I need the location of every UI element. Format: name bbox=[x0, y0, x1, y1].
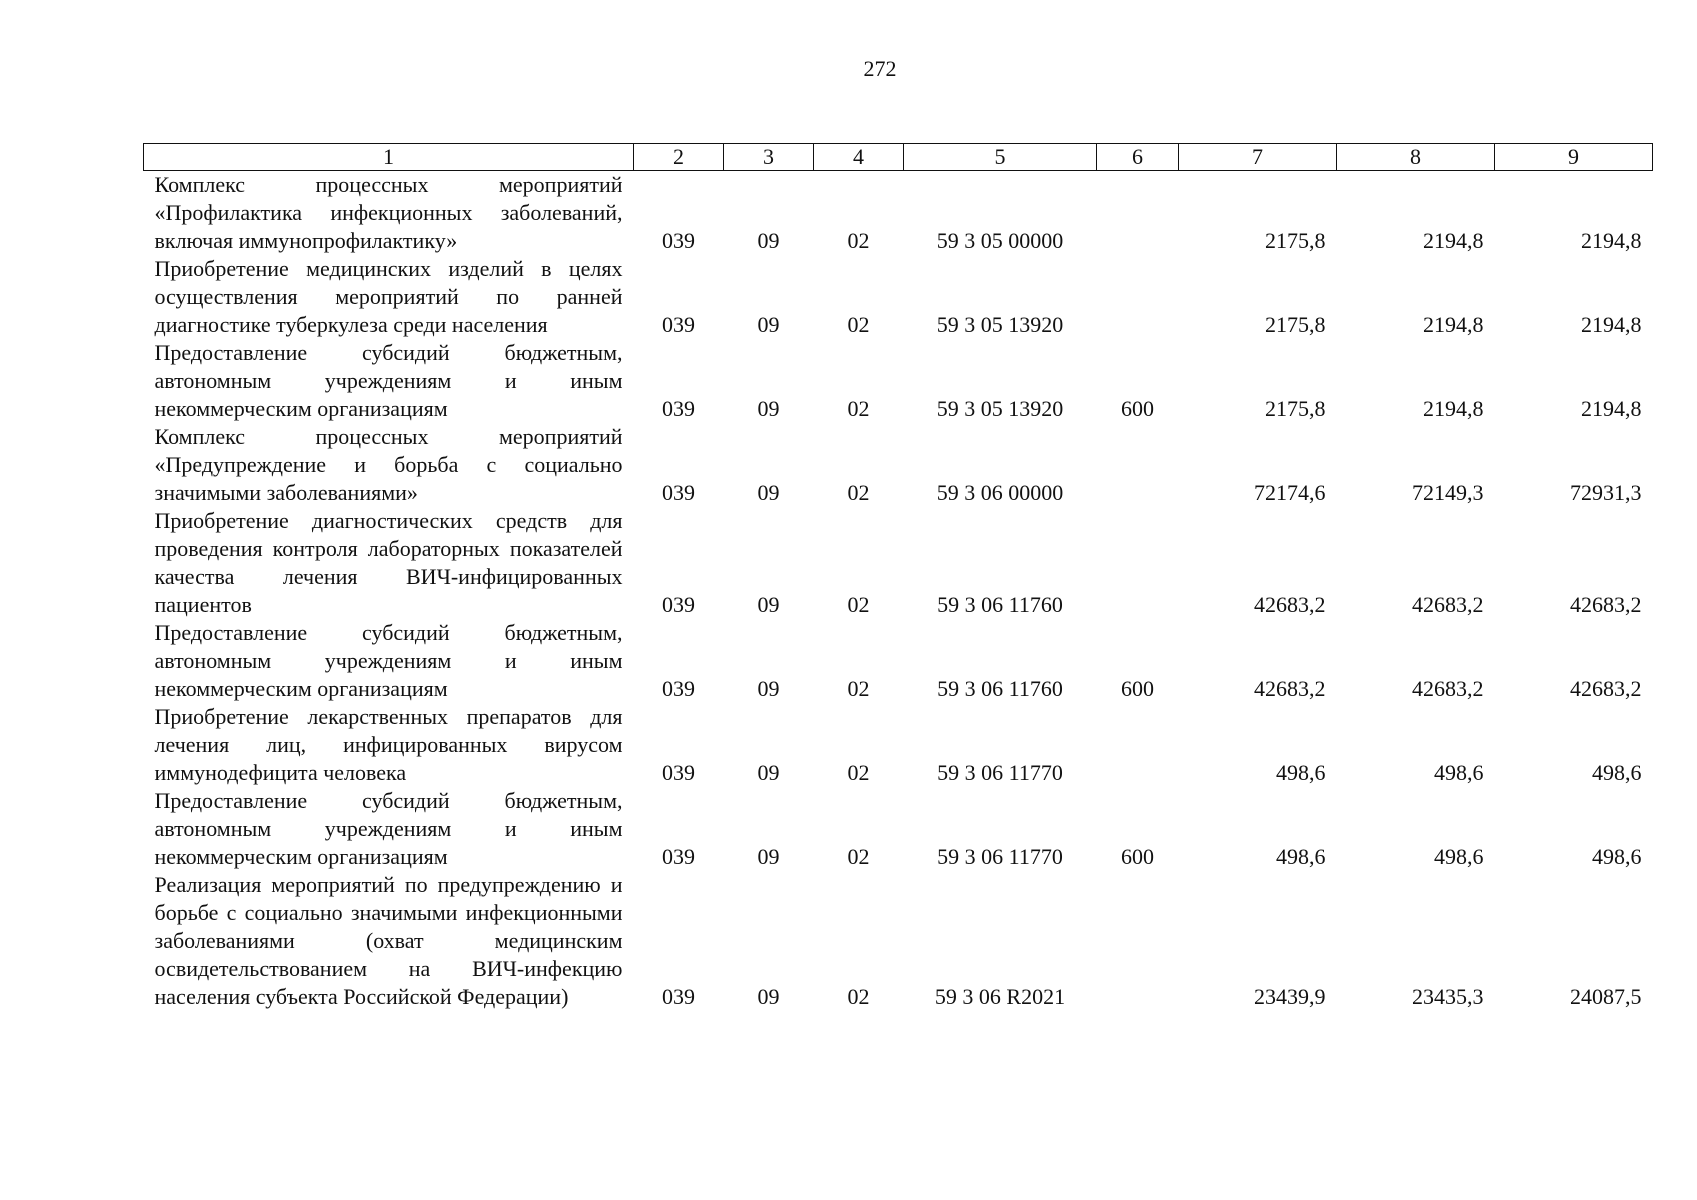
page-number: 272 bbox=[863, 56, 897, 81]
row-section-code: 09 bbox=[757, 844, 780, 869]
row-expense-type bbox=[1097, 171, 1179, 256]
row-amount-7: 2175,8 bbox=[1265, 312, 1326, 337]
table-row bbox=[144, 423, 1653, 507]
row-amount-9: 2194,8 bbox=[1581, 396, 1642, 421]
column-header-7: 7 bbox=[1179, 144, 1337, 171]
column-header-8: 8 bbox=[1337, 144, 1495, 171]
row-amount-9: 498,6 bbox=[1592, 760, 1642, 785]
row-ministry-code: 039 bbox=[662, 984, 695, 1009]
row-subsection-code: 02 bbox=[847, 760, 870, 785]
row-amount-9: 498,6 bbox=[1592, 844, 1642, 869]
column-header-6: 6 bbox=[1097, 144, 1179, 171]
row-section-code: 09 bbox=[757, 676, 780, 701]
row-subsection-code: 02 bbox=[847, 396, 870, 421]
row-amount-7: 498,6 bbox=[1276, 760, 1326, 785]
row-target-article: 59 3 06 11770 bbox=[937, 760, 1063, 785]
table-row bbox=[144, 255, 1653, 339]
row-expense-type: 600 bbox=[1121, 396, 1154, 421]
row-target-article: 59 3 05 13920 bbox=[936, 312, 1064, 337]
row-subsection-code: 02 bbox=[847, 676, 870, 701]
budget-table bbox=[143, 143, 1653, 1011]
row-expense-type bbox=[1097, 423, 1179, 507]
column-header-4: 4 bbox=[814, 144, 904, 171]
row-amount-7: 2175,8 bbox=[1265, 228, 1326, 253]
row-name: Реализация мероприятий по предупреждению и борьбе с социально значимыми инфекционными заболеваниями (охват медицинским освидетельствованием на ВИЧ-инфекцию населения субъекта Российской Федерации) bbox=[154, 872, 623, 1009]
row-expense-type bbox=[1097, 871, 1179, 1011]
row-amount-8: 72149,3 bbox=[1412, 480, 1484, 505]
table-header bbox=[144, 144, 1653, 171]
row-ministry-code: 039 bbox=[662, 592, 695, 617]
row-amount-7: 42683,2 bbox=[1254, 676, 1326, 701]
row-target-article: 59 3 05 13920 bbox=[936, 396, 1064, 421]
row-subsection-code: 02 bbox=[847, 844, 870, 869]
table-row bbox=[144, 619, 1653, 703]
row-section-code: 09 bbox=[757, 396, 780, 421]
row-section-code: 09 bbox=[757, 984, 780, 1009]
row-amount-8: 498,6 bbox=[1434, 844, 1484, 869]
table-row bbox=[144, 339, 1653, 423]
table-row bbox=[144, 787, 1653, 871]
row-section-code: 09 bbox=[757, 312, 780, 337]
row-target-article: 59 3 06 11760 bbox=[937, 592, 1063, 617]
column-header-5: 5 bbox=[904, 144, 1097, 171]
row-subsection-code: 02 bbox=[847, 480, 870, 505]
row-amount-8: 23435,3 bbox=[1412, 984, 1484, 1009]
row-amount-8: 498,6 bbox=[1434, 760, 1484, 785]
row-name: Приобретение диагностических средств для проведения контроля лабораторных показателей качества лечения ВИЧ-инфицированных пациентов bbox=[154, 508, 623, 617]
row-target-article: 59 3 06 R2021 bbox=[934, 984, 1066, 1009]
row-subsection-code: 02 bbox=[847, 984, 870, 1009]
row-amount-8: 2194,8 bbox=[1423, 228, 1484, 253]
row-amount-9: 2194,8 bbox=[1581, 228, 1642, 253]
table-row bbox=[144, 871, 1653, 1011]
row-ministry-code: 039 bbox=[662, 676, 695, 701]
row-amount-8: 42683,2 bbox=[1412, 592, 1484, 617]
row-ministry-code: 039 bbox=[662, 396, 695, 421]
row-amount-7: 42683,2 bbox=[1254, 592, 1326, 617]
row-name: Предоставление субсидий бюджетным, автономным учреждениям и иным некоммерческим организациям bbox=[154, 620, 623, 701]
row-name: Предоставление субсидий бюджетным, автономным учреждениям и иным некоммерческим организациям bbox=[154, 340, 623, 421]
row-section-code: 09 bbox=[757, 480, 780, 505]
row-expense-type bbox=[1097, 507, 1179, 619]
row-amount-9: 2194,8 bbox=[1581, 312, 1642, 337]
row-name: Предоставление субсидий бюджетным, автономным учреждениям и иным некоммерческим организациям bbox=[154, 788, 623, 869]
row-subsection-code: 02 bbox=[847, 592, 870, 617]
row-amount-7: 2175,8 bbox=[1265, 396, 1326, 421]
row-subsection-code: 02 bbox=[847, 228, 870, 253]
header-row bbox=[144, 144, 1653, 171]
row-ministry-code: 039 bbox=[662, 228, 695, 253]
table-body bbox=[144, 171, 1653, 1012]
row-ministry-code: 039 bbox=[662, 760, 695, 785]
row-amount-9: 42683,2 bbox=[1570, 676, 1642, 701]
table-row bbox=[144, 703, 1653, 787]
row-amount-9: 24087,5 bbox=[1570, 984, 1642, 1009]
column-header-3: 3 bbox=[724, 144, 814, 171]
table-row bbox=[144, 507, 1653, 619]
row-target-article: 59 3 05 00000 bbox=[936, 228, 1064, 253]
row-target-article: 59 3 06 11770 bbox=[937, 844, 1063, 869]
column-header-2: 2 bbox=[634, 144, 724, 171]
column-header-9: 9 bbox=[1495, 144, 1653, 171]
row-name: Приобретение лекарственных препаратов для лечения лиц, инфицированных вирусом иммунодефицита человека bbox=[154, 704, 623, 785]
row-target-article: 59 3 06 11760 bbox=[937, 676, 1063, 701]
row-name: Комплекс процессных мероприятий «Профилактика инфекционных заболеваний, включая иммунопрофилактику» bbox=[154, 172, 623, 253]
row-section-code: 09 bbox=[757, 592, 780, 617]
row-expense-type bbox=[1097, 703, 1179, 787]
table-row bbox=[144, 171, 1653, 256]
row-amount-8: 2194,8 bbox=[1423, 312, 1484, 337]
row-expense-type: 600 bbox=[1121, 844, 1154, 869]
row-ministry-code: 039 bbox=[662, 312, 695, 337]
row-amount-9: 42683,2 bbox=[1570, 592, 1642, 617]
row-subsection-code: 02 bbox=[847, 312, 870, 337]
row-ministry-code: 039 bbox=[662, 480, 695, 505]
row-expense-type: 600 bbox=[1121, 676, 1154, 701]
row-target-article: 59 3 06 00000 bbox=[936, 480, 1064, 505]
row-amount-7: 72174,6 bbox=[1254, 480, 1326, 505]
row-amount-7: 23439,9 bbox=[1254, 984, 1326, 1009]
row-amount-8: 2194,8 bbox=[1423, 396, 1484, 421]
row-expense-type bbox=[1097, 255, 1179, 339]
row-amount-9: 72931,3 bbox=[1570, 480, 1642, 505]
row-section-code: 09 bbox=[757, 760, 780, 785]
row-ministry-code: 039 bbox=[662, 844, 695, 869]
row-amount-7: 498,6 bbox=[1276, 844, 1326, 869]
row-name: Комплекс процессных мероприятий «Предупреждение и борьба с социально значимыми заболеваниями» bbox=[154, 424, 623, 505]
row-name: Приобретение медицинских изделий в целях осуществления мероприятий по ранней диагностике туберкулеза среди населения bbox=[154, 256, 623, 337]
column-header-1: 1 bbox=[144, 144, 634, 171]
row-amount-8: 42683,2 bbox=[1412, 676, 1484, 701]
row-section-code: 09 bbox=[757, 228, 780, 253]
